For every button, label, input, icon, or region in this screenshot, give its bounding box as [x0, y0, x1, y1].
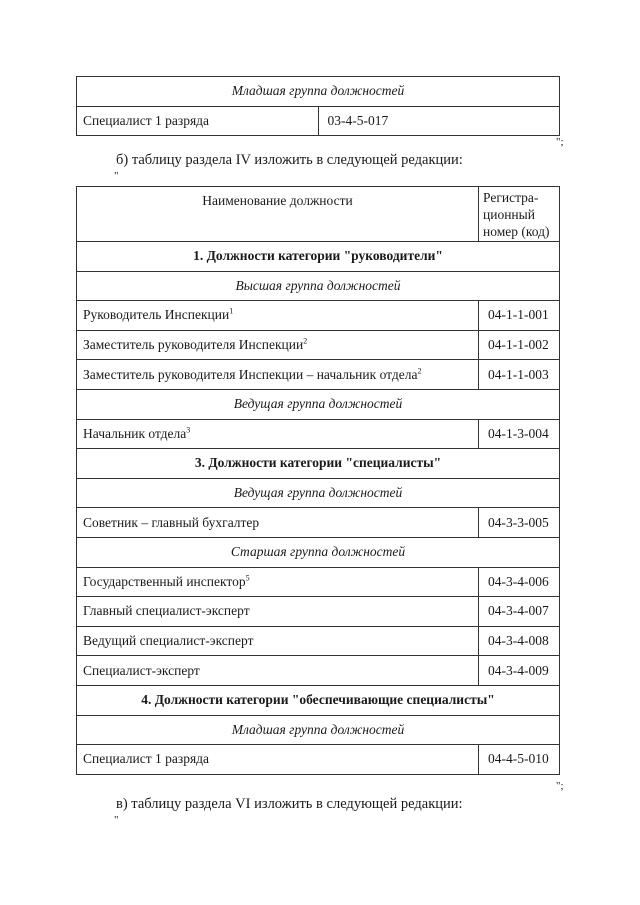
position-name: Специалист-эксперт	[77, 656, 479, 686]
position-code: 04-1-3-004	[479, 419, 560, 449]
table-row	[77, 597, 560, 627]
position-code: 04-3-4-006	[479, 567, 560, 597]
header-code-line: ционный	[483, 206, 535, 222]
paragraph-v: в) таблицу раздела VI изложить в следующей редакции:	[116, 796, 463, 812]
paragraph-b: б) таблицу раздела IV изложить в следующей редакции:	[116, 152, 463, 168]
category-header: 4. Должности категории "обеспечивающие специалисты"	[77, 685, 560, 715]
group-header: Высшая группа должностей	[77, 271, 560, 301]
footnote-mark: 2	[417, 366, 422, 376]
position-name: Специалист 1 разряда	[77, 745, 479, 775]
position-code: 04-3-3-005	[479, 508, 560, 538]
footnote-mark: 1	[229, 306, 234, 316]
group-header: Старшая группа должностей	[77, 537, 560, 567]
opening-quote: "	[114, 814, 119, 826]
group-header: Ведущая группа должностей	[77, 389, 560, 419]
group-header-junior: Младшая группа должностей	[77, 77, 560, 107]
position-name: Специалист 1 разряда	[77, 106, 319, 136]
position-code: 04-1-1-002	[479, 330, 560, 360]
position-name: Руководитель Инспекции$^1$	[77, 301, 479, 331]
header-code-line: Регистра-	[483, 189, 539, 205]
previous-section-table	[76, 76, 560, 136]
column-header-name: Наименование должности	[77, 187, 479, 242]
position-code: 04-3-4-009	[479, 656, 560, 686]
table-header-row	[77, 187, 560, 242]
position-name: Заместитель руководителя Инспекции$^2$	[77, 330, 479, 360]
position-code: 04-1-1-001	[479, 301, 560, 331]
header-code-line: номер (код)	[483, 223, 550, 239]
table-row	[77, 626, 560, 656]
table-row	[77, 508, 560, 538]
table-row	[77, 330, 560, 360]
position-name: Ведущий специалист-эксперт	[77, 626, 479, 656]
position-code: 04-3-4-007	[479, 597, 560, 627]
position-name: Государственный инспектор$^5$	[77, 567, 479, 597]
group-header: Младшая группа должностей	[77, 715, 560, 745]
opening-quote: "	[114, 170, 119, 182]
category-header: 3. Должности категории "специалисты"	[77, 449, 560, 479]
position-name: Главный специалист-эксперт	[77, 597, 479, 627]
position-code: 03-4-5-017	[318, 106, 560, 136]
section-iv-table	[76, 186, 560, 775]
table-row	[77, 360, 560, 390]
table-row	[77, 301, 560, 331]
closing-quote: ";	[556, 136, 564, 148]
position-name: Советник – главный бухгалтер	[77, 508, 479, 538]
position-code: 04-4-5-010	[479, 745, 560, 775]
table-row	[77, 745, 560, 775]
position-code: 04-1-1-003	[479, 360, 560, 390]
table-row	[77, 419, 560, 449]
table-row	[77, 106, 560, 136]
table-row	[77, 567, 560, 597]
footnote-mark: 5	[245, 573, 250, 583]
footnote-mark: 3	[186, 425, 191, 435]
column-header-code	[479, 187, 560, 242]
table-row	[77, 656, 560, 686]
footnote-mark: 2	[303, 336, 308, 346]
position-name: Заместитель руководителя Инспекции – начальник отдела$^2$	[77, 360, 479, 390]
position-name: Начальник отдела$^3$	[77, 419, 479, 449]
closing-quote: ";	[556, 780, 564, 792]
category-header: 1. Должности категории "руководители"	[77, 242, 560, 272]
position-code: 04-3-4-008	[479, 626, 560, 656]
group-header: Ведущая группа должностей	[77, 478, 560, 508]
